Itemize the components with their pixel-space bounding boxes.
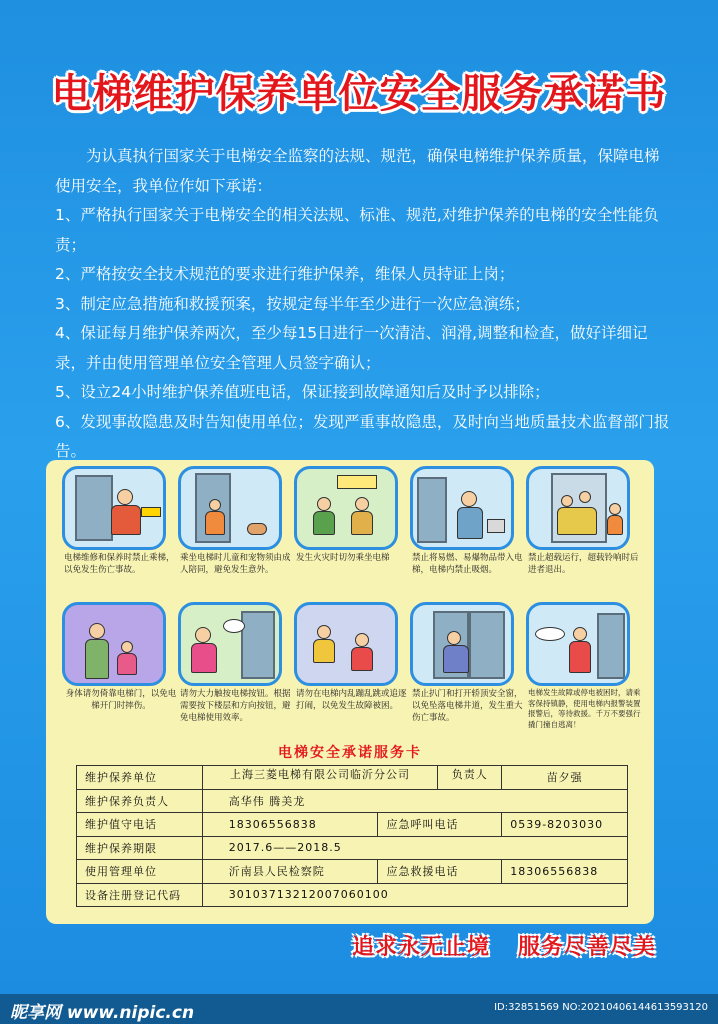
table-cell: 30103713212007060100 — [202, 883, 627, 907]
tile-caption: 身体请勿倚靠电梯门，以免电梯开门时摔伤。 — [65, 689, 177, 711]
commitment-item: 5、设立24小时维护保养值班电话，保证接到故障通知后及时予以排除； — [55, 383, 550, 401]
table-cell: 维护保养期限 — [77, 836, 203, 860]
child-pet-scene-illustration — [178, 466, 282, 550]
intro-paragraph: 为认真执行国家关于电梯安全监察的法规、规范，确保电梯维护保养质量，保障电梯使用安全，我单位作如下承诺： — [55, 147, 660, 195]
watermark-id: ID:32851569 NO:20210406144613593120 — [494, 1002, 708, 1013]
table-cell: 使用管理单位 — [77, 860, 203, 884]
slogan — [352, 930, 656, 961]
unit-value: 上海三菱电梯有限公司临沂分公司 — [230, 768, 410, 781]
safety-tile — [410, 466, 526, 576]
tile-caption: 电梯发生故障或停电被困时，请乘客保持镇静，使用电梯内报警装置报警后，等待救援。千万不要强行撬门撞自逃离！ — [528, 688, 641, 729]
commitment-item: 4、保证每月维护保养两次，至少每15日进行一次清洁、润滑,调整和检查，做好详细记录，并由使用管理单位安全管理人员签字确认； — [55, 324, 648, 372]
commitment-item: 6、发现事故隐患及时告知使用单位；发现严重事故隐患，及时向当地质量技术监督部门报告。 — [55, 412, 670, 460]
table-cell: 苗夕强 — [502, 766, 628, 790]
safety-tile — [294, 602, 410, 712]
table-cell: 应急救援电话 — [378, 860, 502, 884]
safety-panel — [46, 460, 654, 924]
table-cell: 18306556838 — [502, 860, 628, 884]
safety-tile — [178, 602, 294, 724]
service-card-title: 电梯安全承诺服务卡 — [278, 745, 422, 761]
commitment-item: 1、严格执行国家关于电梯安全的相关法规、标准、规范,对维护保养的电梯的安全性能负责； — [55, 206, 659, 254]
table-cell: 维护值守电话 — [77, 813, 203, 837]
page-title: 电梯维护保养单位安全服务承诺书 — [51, 71, 667, 117]
table-cell: 应急呼叫电话 — [378, 813, 502, 837]
table-row — [77, 860, 628, 884]
repair-scene-illustration — [62, 466, 166, 550]
commitment-text — [55, 142, 673, 467]
tile-caption: 乘坐电梯时儿童和宠物须由成人陪同，避免发生意外。 — [180, 553, 291, 575]
fire-scene-illustration — [294, 466, 398, 550]
trapped-scene-illustration — [526, 602, 630, 686]
table-cell: 18306556838 — [202, 813, 378, 837]
slogan-part: 服务尽善尽美 — [517, 935, 656, 960]
table-cell: 高华伟 腾美龙 — [202, 789, 627, 813]
service-card-table — [76, 765, 628, 907]
table-cell: 0539-8203030 — [502, 813, 628, 837]
tile-caption: 电梯维修和保养时禁止乘梯，以免发生伤亡事故。 — [64, 553, 175, 575]
table-cell: 设备注册登记代码 — [77, 883, 203, 907]
safety-tile — [526, 466, 642, 576]
watermark-bar — [0, 994, 718, 1024]
tile-caption: 禁止超载运行，超载铃响时后进者退出。 — [528, 553, 639, 575]
pry-door-scene-illustration — [410, 602, 514, 686]
safety-tile — [62, 466, 178, 576]
table-cell — [202, 766, 501, 790]
commitment-item: 2、严格按安全技术规范的要求进行维护保养，维保人员持证上岗； — [55, 265, 515, 283]
commitment-item: 3、制定应急措施和救援预案，按规定每半年至少进行一次应急演练； — [55, 294, 530, 313]
table-row — [77, 883, 628, 907]
table-cell: 维护保养负责人 — [77, 789, 203, 813]
table-row — [77, 836, 628, 860]
tile-caption: 禁止扒门和打开轿顶安全窗，以免坠落电梯井道，发生重大伤亡事故。 — [412, 689, 523, 723]
safety-tile — [178, 466, 294, 576]
tile-caption: 请勿在电梯内乱蹦乱跳或追逐打闹，以免发生故障被困。 — [296, 689, 407, 711]
tile-caption: 发生火灾时切勿乘坐电梯 — [296, 553, 390, 563]
overload-scene-illustration — [526, 466, 630, 550]
safety-tile — [62, 602, 178, 712]
no-smoking-scene-illustration — [410, 466, 514, 550]
tile-caption: 请勿大力触按电梯按钮。根据需要按下楼层和方向按钮，避免电梯使用效率。 — [180, 689, 291, 723]
table-row — [77, 766, 628, 790]
lean-door-scene-illustration — [62, 602, 166, 686]
table-row — [77, 789, 628, 813]
table-cell: 2017.6——2018.5 — [202, 836, 627, 860]
safety-tile — [526, 602, 642, 730]
safety-tile — [294, 466, 410, 564]
safety-tile — [410, 602, 526, 724]
jumping-scene-illustration — [294, 602, 398, 686]
principal-label: 负责人 — [437, 766, 501, 789]
watermark-logo[interactable]: 昵享网 www.nipic.cn — [10, 1003, 195, 1023]
table-row — [77, 813, 628, 837]
table-cell: 维护保养单位 — [77, 766, 203, 790]
table-cell: 沂南县人民检察院 — [202, 860, 378, 884]
tile-caption: 禁止将易燃、易爆物品带入电梯，电梯内禁止吸烟。 — [412, 553, 523, 575]
slogan-part: 追求永无止境 — [351, 935, 490, 960]
button-scene-illustration — [178, 602, 282, 686]
